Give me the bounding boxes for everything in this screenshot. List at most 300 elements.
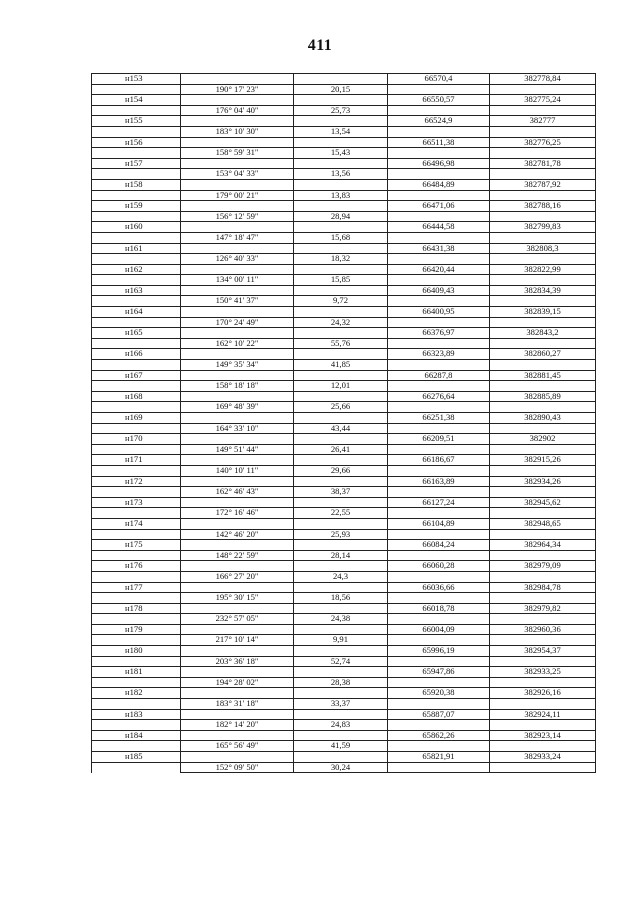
point-label: н170	[92, 434, 181, 445]
segment-length: 28,94	[294, 211, 388, 222]
x-coordinate: 66484,89	[388, 179, 490, 190]
y-cell-empty	[490, 381, 596, 392]
point-cell-empty	[92, 360, 181, 371]
direction-angle: 179° 00' 21"	[181, 190, 294, 201]
point-label: н163	[92, 285, 181, 296]
x-coordinate: 66471,06	[388, 201, 490, 212]
point-row	[92, 349, 596, 360]
x-coordinate: 66276,64	[388, 391, 490, 402]
point-cell-empty	[92, 593, 181, 604]
point-label: н165	[92, 328, 181, 339]
y-cell-empty	[490, 656, 596, 667]
point-row	[92, 328, 596, 339]
direction-angle: 166° 27' 20"	[181, 571, 294, 582]
x-coordinate: 65920,38	[388, 688, 490, 699]
y-cell-empty	[490, 317, 596, 328]
distance-cell-empty	[294, 74, 388, 85]
point-row	[92, 752, 596, 763]
x-cell-empty	[388, 762, 490, 773]
segment-row	[92, 126, 596, 137]
y-coordinate: 382979,82	[490, 603, 596, 614]
y-cell-empty	[490, 465, 596, 476]
y-coordinate: 382843,2	[490, 328, 596, 339]
point-label: н154	[92, 95, 181, 106]
point-label: н161	[92, 243, 181, 254]
segment-length: 28,38	[294, 677, 388, 688]
x-coordinate: 66409,43	[388, 285, 490, 296]
segment-row	[92, 699, 596, 710]
y-coordinate: 382923,14	[490, 730, 596, 741]
y-cell-empty	[490, 529, 596, 540]
angle-cell-empty	[181, 116, 294, 127]
angle-cell-empty	[181, 688, 294, 699]
y-cell-empty	[490, 741, 596, 752]
y-coordinate: 382799,83	[490, 222, 596, 233]
segment-row	[92, 593, 596, 604]
y-cell-empty	[490, 84, 596, 95]
segment-length: 22,55	[294, 508, 388, 519]
y-coordinate: 382781,78	[490, 158, 596, 169]
direction-angle: 195° 30' 15"	[181, 593, 294, 604]
x-coordinate: 66496,98	[388, 158, 490, 169]
distance-cell-empty	[294, 285, 388, 296]
distance-cell-empty	[294, 667, 388, 678]
angle-cell-empty	[181, 730, 294, 741]
point-cell-empty	[92, 254, 181, 265]
distance-cell-empty	[294, 688, 388, 699]
direction-angle: 232° 57' 05"	[181, 614, 294, 625]
distance-cell-empty	[294, 413, 388, 424]
point-row	[92, 137, 596, 148]
x-cell-empty	[388, 275, 490, 286]
distance-cell-empty	[294, 476, 388, 487]
segment-row	[92, 275, 596, 286]
direction-angle: 156° 12' 59"	[181, 211, 294, 222]
y-cell-empty	[490, 423, 596, 434]
y-cell-empty	[490, 444, 596, 455]
segment-row	[92, 444, 596, 455]
point-row	[92, 307, 596, 318]
distance-cell-empty	[294, 709, 388, 720]
point-label: н174	[92, 518, 181, 529]
segment-row	[92, 423, 596, 434]
angle-cell-empty	[181, 455, 294, 466]
point-cell-empty	[92, 762, 181, 773]
x-cell-empty	[388, 211, 490, 222]
y-coordinate: 382778,84	[490, 74, 596, 85]
segment-length: 24,83	[294, 720, 388, 731]
distance-cell-empty	[294, 561, 388, 572]
point-label: н167	[92, 370, 181, 381]
distance-cell-empty	[294, 95, 388, 106]
segment-row	[92, 614, 596, 625]
point-row	[92, 413, 596, 424]
segment-length: 20,15	[294, 84, 388, 95]
x-cell-empty	[388, 190, 490, 201]
point-label: н182	[92, 688, 181, 699]
point-label: н162	[92, 264, 181, 275]
y-coordinate: 382885,89	[490, 391, 596, 402]
y-coordinate: 382926,16	[490, 688, 596, 699]
y-cell-empty	[490, 571, 596, 582]
segment-row	[92, 656, 596, 667]
point-label: н173	[92, 497, 181, 508]
point-cell-empty	[92, 741, 181, 752]
point-cell-empty	[92, 84, 181, 95]
angle-cell-empty	[181, 370, 294, 381]
point-label: н169	[92, 413, 181, 424]
y-cell-empty	[490, 169, 596, 180]
point-row	[92, 391, 596, 402]
segment-length: 15,43	[294, 148, 388, 159]
y-cell-empty	[490, 699, 596, 710]
angle-cell-empty	[181, 201, 294, 212]
point-cell-empty	[92, 381, 181, 392]
direction-angle: 183° 10' 30"	[181, 126, 294, 137]
segment-length: 13,54	[294, 126, 388, 137]
x-coordinate: 66524,9	[388, 116, 490, 127]
distance-cell-empty	[294, 264, 388, 275]
segment-row	[92, 571, 596, 582]
point-label: н160	[92, 222, 181, 233]
segment-length: 55,76	[294, 338, 388, 349]
segment-row	[92, 211, 596, 222]
direction-angle: 182° 14' 20"	[181, 720, 294, 731]
x-coordinate: 65862,26	[388, 730, 490, 741]
point-row	[92, 74, 596, 85]
point-row	[92, 582, 596, 593]
x-cell-empty	[388, 381, 490, 392]
point-cell-empty	[92, 296, 181, 307]
x-coordinate: 66018,78	[388, 603, 490, 614]
distance-cell-empty	[294, 434, 388, 445]
point-row	[92, 730, 596, 741]
segment-row	[92, 381, 596, 392]
x-cell-empty	[388, 635, 490, 646]
direction-angle: 162° 10' 22"	[181, 338, 294, 349]
direction-angle: 126° 40' 33"	[181, 254, 294, 265]
x-coordinate: 66186,67	[388, 455, 490, 466]
segment-row	[92, 635, 596, 646]
point-row	[92, 709, 596, 720]
y-coordinate: 382822,99	[490, 264, 596, 275]
segment-row	[92, 741, 596, 752]
direction-angle: 150° 41' 37"	[181, 296, 294, 307]
point-label: н155	[92, 116, 181, 127]
point-cell-empty	[92, 148, 181, 159]
point-row	[92, 158, 596, 169]
y-cell-empty	[490, 338, 596, 349]
angle-cell-empty	[181, 497, 294, 508]
y-cell-empty	[490, 126, 596, 137]
point-cell-empty	[92, 614, 181, 625]
x-cell-empty	[388, 169, 490, 180]
segment-row	[92, 338, 596, 349]
y-coordinate: 382933,25	[490, 667, 596, 678]
angle-cell-empty	[181, 328, 294, 339]
point-label: н184	[92, 730, 181, 741]
point-label: н164	[92, 307, 181, 318]
point-cell-empty	[92, 571, 181, 582]
y-coordinate: 382924,11	[490, 709, 596, 720]
point-cell-empty	[92, 402, 181, 413]
y-cell-empty	[490, 190, 596, 201]
angle-cell-empty	[181, 476, 294, 487]
x-cell-empty	[388, 126, 490, 137]
x-cell-empty	[388, 338, 490, 349]
y-cell-empty	[490, 105, 596, 116]
segment-row	[92, 360, 596, 371]
x-coordinate: 66209,51	[388, 434, 490, 445]
y-cell-empty	[490, 593, 596, 604]
angle-cell-empty	[181, 624, 294, 635]
y-cell-empty	[490, 677, 596, 688]
y-coordinate: 382945,62	[490, 497, 596, 508]
x-cell-empty	[388, 593, 490, 604]
angle-cell-empty	[181, 540, 294, 551]
y-coordinate: 382902	[490, 434, 596, 445]
segment-length: 30,24	[294, 762, 388, 773]
point-cell-empty	[92, 699, 181, 710]
distance-cell-empty	[294, 455, 388, 466]
distance-cell-empty	[294, 518, 388, 529]
x-coordinate: 66570,4	[388, 74, 490, 85]
segment-row	[92, 148, 596, 159]
segment-length: 28,14	[294, 550, 388, 561]
x-coordinate: 65821,91	[388, 752, 490, 763]
point-cell-empty	[92, 465, 181, 476]
segment-row	[92, 84, 596, 95]
point-row	[92, 264, 596, 275]
x-coordinate: 66431,38	[388, 243, 490, 254]
segment-length: 38,37	[294, 487, 388, 498]
point-cell-empty	[92, 275, 181, 286]
y-cell-empty	[490, 720, 596, 731]
point-cell-empty	[92, 169, 181, 180]
point-row	[92, 222, 596, 233]
y-coordinate: 382933,24	[490, 752, 596, 763]
y-coordinate: 382834,39	[490, 285, 596, 296]
segment-row	[92, 402, 596, 413]
point-cell-empty	[92, 423, 181, 434]
point-label: н158	[92, 179, 181, 190]
point-row	[92, 688, 596, 699]
y-coordinate: 382960,36	[490, 624, 596, 635]
y-coordinate: 382860,27	[490, 349, 596, 360]
segment-row	[92, 317, 596, 328]
angle-cell-empty	[181, 285, 294, 296]
segment-row	[92, 232, 596, 243]
direction-angle: 169° 48' 39"	[181, 402, 294, 413]
direction-angle: 149° 35' 34"	[181, 360, 294, 371]
direction-angle: 162° 46' 43"	[181, 487, 294, 498]
x-coordinate: 66287,8	[388, 370, 490, 381]
x-coordinate: 66444,58	[388, 222, 490, 233]
distance-cell-empty	[294, 222, 388, 233]
y-cell-empty	[490, 254, 596, 265]
segment-row	[92, 508, 596, 519]
y-cell-empty	[490, 614, 596, 625]
distance-cell-empty	[294, 540, 388, 551]
angle-cell-empty	[181, 413, 294, 424]
segment-length: 18,32	[294, 254, 388, 265]
angle-cell-empty	[181, 222, 294, 233]
distance-cell-empty	[294, 179, 388, 190]
segment-row	[92, 529, 596, 540]
point-cell-empty	[92, 190, 181, 201]
x-coordinate: 65947,86	[388, 667, 490, 678]
point-cell-empty	[92, 487, 181, 498]
angle-cell-empty	[181, 349, 294, 360]
direction-angle: 158° 18' 18"	[181, 381, 294, 392]
point-row	[92, 434, 596, 445]
angle-cell-empty	[181, 752, 294, 763]
point-row	[92, 116, 596, 127]
x-cell-empty	[388, 508, 490, 519]
segment-length: 24,3	[294, 571, 388, 582]
point-row	[92, 476, 596, 487]
y-cell-empty	[490, 232, 596, 243]
segment-length: 25,93	[294, 529, 388, 540]
segment-row	[92, 105, 596, 116]
segment-length: 43,44	[294, 423, 388, 434]
distance-cell-empty	[294, 646, 388, 657]
angle-cell-empty	[181, 74, 294, 85]
x-cell-empty	[388, 465, 490, 476]
y-cell-empty	[490, 762, 596, 773]
segment-length: 15,68	[294, 232, 388, 243]
angle-cell-empty	[181, 95, 294, 106]
segment-length: 13,83	[294, 190, 388, 201]
segment-length: 13,56	[294, 169, 388, 180]
segment-length: 29,66	[294, 465, 388, 476]
point-label: н183	[92, 709, 181, 720]
y-coordinate: 382979,09	[490, 561, 596, 572]
direction-angle: 190° 17' 23"	[181, 84, 294, 95]
point-row	[92, 624, 596, 635]
x-coordinate: 66323,89	[388, 349, 490, 360]
point-row	[92, 201, 596, 212]
y-coordinate: 382934,26	[490, 476, 596, 487]
y-coordinate: 382788,16	[490, 201, 596, 212]
segment-row	[92, 762, 596, 773]
segment-row	[92, 677, 596, 688]
x-coordinate: 66376,97	[388, 328, 490, 339]
distance-cell-empty	[294, 243, 388, 254]
point-row	[92, 540, 596, 551]
x-coordinate: 66004,09	[388, 624, 490, 635]
angle-cell-empty	[181, 264, 294, 275]
angle-cell-empty	[181, 561, 294, 572]
point-cell-empty	[92, 126, 181, 137]
segment-length: 25,66	[294, 402, 388, 413]
distance-cell-empty	[294, 603, 388, 614]
x-coordinate: 66084,24	[388, 540, 490, 551]
point-label: н177	[92, 582, 181, 593]
segment-length: 9,91	[294, 635, 388, 646]
y-cell-empty	[490, 211, 596, 222]
segment-length: 24,38	[294, 614, 388, 625]
direction-angle: 183° 31' 18"	[181, 699, 294, 710]
distance-cell-empty	[294, 116, 388, 127]
direction-angle: 158° 59' 31"	[181, 148, 294, 159]
point-label: н156	[92, 137, 181, 148]
x-coordinate: 66511,38	[388, 137, 490, 148]
segment-length: 9,72	[294, 296, 388, 307]
x-coordinate: 65887,07	[388, 709, 490, 720]
distance-cell-empty	[294, 497, 388, 508]
x-coordinate: 66163,89	[388, 476, 490, 487]
y-coordinate: 382777	[490, 116, 596, 127]
angle-cell-empty	[181, 158, 294, 169]
segment-length: 41,59	[294, 741, 388, 752]
x-cell-empty	[388, 360, 490, 371]
direction-angle: 172° 16' 46"	[181, 508, 294, 519]
y-cell-empty	[490, 275, 596, 286]
x-cell-empty	[388, 105, 490, 116]
y-cell-empty	[490, 508, 596, 519]
distance-cell-empty	[294, 391, 388, 402]
point-row	[92, 497, 596, 508]
segment-length: 18,56	[294, 593, 388, 604]
point-cell-empty	[92, 317, 181, 328]
direction-angle: 170° 24' 49"	[181, 317, 294, 328]
point-label: н171	[92, 455, 181, 466]
angle-cell-empty	[181, 179, 294, 190]
angle-cell-empty	[181, 667, 294, 678]
point-cell-empty	[92, 338, 181, 349]
direction-angle: 149° 51' 44"	[181, 444, 294, 455]
direction-angle: 134° 00' 11"	[181, 275, 294, 286]
y-coordinate: 382787,92	[490, 179, 596, 190]
segment-length: 33,37	[294, 699, 388, 710]
point-label: н168	[92, 391, 181, 402]
y-cell-empty	[490, 148, 596, 159]
distance-cell-empty	[294, 624, 388, 635]
segment-length: 41,85	[294, 360, 388, 371]
point-row	[92, 667, 596, 678]
point-cell-empty	[92, 635, 181, 646]
point-cell-empty	[92, 656, 181, 667]
x-cell-empty	[388, 254, 490, 265]
angle-cell-empty	[181, 137, 294, 148]
y-cell-empty	[490, 550, 596, 561]
point-label: н175	[92, 540, 181, 551]
point-label: н181	[92, 667, 181, 678]
segment-row	[92, 190, 596, 201]
point-row	[92, 95, 596, 106]
x-coordinate: 65996,19	[388, 646, 490, 657]
direction-angle: 152° 09' 50"	[181, 762, 294, 773]
x-cell-empty	[388, 720, 490, 731]
y-coordinate: 382964,34	[490, 540, 596, 551]
point-label: н153	[92, 74, 181, 85]
direction-angle: 140° 10' 11"	[181, 465, 294, 476]
y-cell-empty	[490, 402, 596, 413]
point-row	[92, 285, 596, 296]
y-coordinate: 382881,45	[490, 370, 596, 381]
direction-angle: 165° 56' 49"	[181, 741, 294, 752]
direction-angle: 142° 46' 20"	[181, 529, 294, 540]
x-cell-empty	[388, 487, 490, 498]
segment-row	[92, 169, 596, 180]
x-coordinate: 66550,57	[388, 95, 490, 106]
x-cell-empty	[388, 677, 490, 688]
point-cell-empty	[92, 232, 181, 243]
segment-length: 25,73	[294, 105, 388, 116]
point-cell-empty	[92, 550, 181, 561]
segment-row	[92, 550, 596, 561]
